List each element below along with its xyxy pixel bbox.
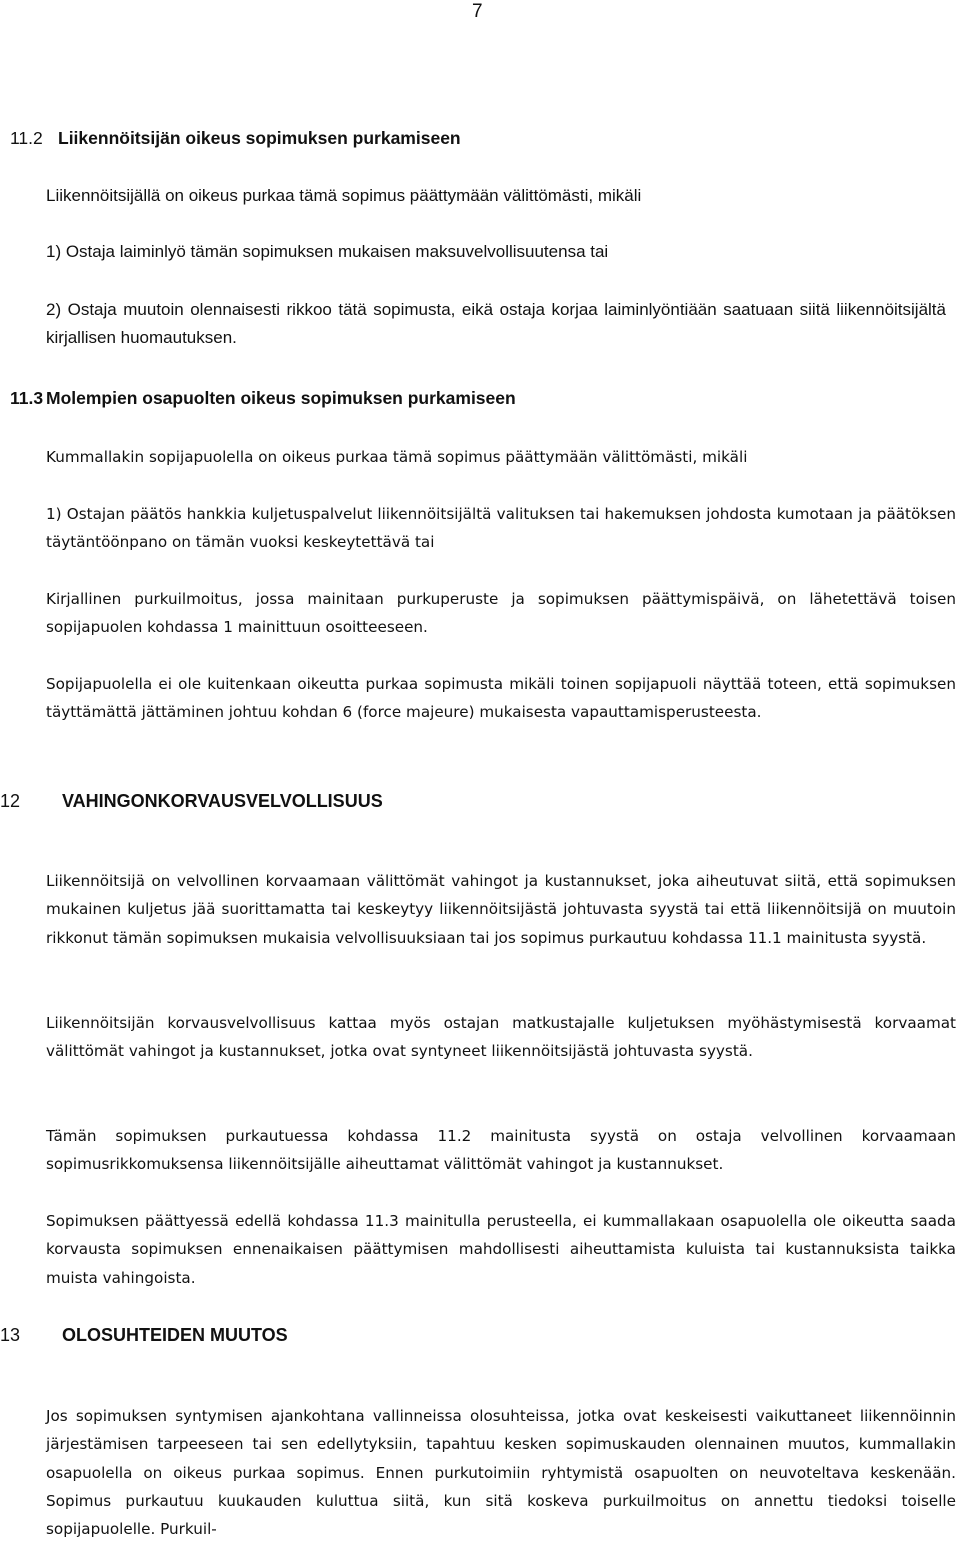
page-number: 7: [472, 1, 483, 22]
section-title: OLOSUHTEIDEN MUUTOS: [62, 1325, 288, 1345]
section-number: 11.3: [10, 388, 44, 408]
section-13-heading: [0, 1323, 288, 1347]
section-11-3-item-1: 1) Ostajan päätös hankkia kuljetuspalvelut liikennöitsijältä valituksen tai hakemuksen johdosta kumotaan ja päätöksen täytäntöönpano on tämän vuoksi keskeytettävä tai: [46, 505, 956, 552]
section-12-para-4: Sopimuksen päättyessä edellä kohdassa 11.3 mainitulla perusteella, ei kummallakaan osapuolella ole oikeutta saada korvausta sopimuksen ennenaikaisen päättymisen mahdollisesti aiheuttamista kuluista tai kustannuksista taikka muista vahingoista.: [46, 1212, 956, 1287]
section-12-heading: [0, 789, 383, 813]
section-title: VAHINGONKORVAUSVELVOLLISUUS: [62, 791, 383, 811]
section-11-2-intro: Liikennöitsijällä on oikeus purkaa tämä sopimus päättymään välittömästi, mikäli: [46, 186, 642, 205]
section-11-3-force-majeure: Sopijapuolella ei ole kuitenkaan oikeutta purkaa sopimusta mikäli toinen sopijapuoli näyttää toteen, että sopimuksen täyttämättä jättäminen johtuu kohdan 6 (force majeure) mukaisesta vapauttamisperusteesta.: [46, 675, 956, 722]
section-title: Molempien osapuolten oikeus sopimuksen purkamiseen: [46, 388, 516, 408]
section-number: 11.2: [10, 128, 43, 148]
section-11-3-intro: Kummallakin sopijapuolella on oikeus purkaa tämä sopimus päättymään välittömästi, mikäli: [46, 448, 748, 466]
section-title: Liikennöitsijän oikeus sopimuksen purkamiseen: [58, 128, 461, 148]
section-11-2-item-2: 2) Ostaja muutoin olennaisesti rikkoo tätä sopimusta, eikä ostaja korjaa laiminlyöntiään saatuaan siitä liikennöitsijältä kirjallisen huomautuksen.: [46, 300, 946, 347]
section-number: 12: [0, 791, 21, 811]
section-11-2-item-1: 1) Ostaja laiminlyö tämän sopimuksen mukaisen maksuvelvollisuutensa tai: [46, 242, 609, 261]
section-11-3-heading: [10, 386, 516, 410]
section-11-2-heading: [10, 126, 461, 150]
section-11-3-notice: Kirjallinen purkuilmoitus, jossa mainitaan purkuperuste ja sopimuksen päättymispäivä, on lähetettävä toisen sopijapuolen kohdassa 1 mainittuun osoitteeseen.: [46, 590, 956, 637]
section-number: 13: [0, 1325, 21, 1345]
section-13-para-1: Jos sopimuksen syntymisen ajankohtana vallinneissa olosuhteissa, jotka ovat keskeisesti vaikuttaneet liikennöinnin järjestämisen tarpeeseen tai sen edellytyksiin, tapahtuu kesken sopimuskauden olennainen muutos, kummallakin osapuolella on oikeus purkaa sopimus. Ennen purkutoimiin ryhtymistä osapuolten on neuvoteltava keskenään. Sopimus purkautuu kuukauden kuluttua siitä, kun sitä koskeva purkuilmoitus on annettu tiedoksi toiselle sopijapuolelle. Purkuil-: [46, 1407, 956, 1539]
section-12-para-2: Liikennöitsijän korvausvelvollisuus kattaa myös ostajan matkustajalle kuljetuksen myöhästymisestä korvaamat välittömät vahingot ja kustannukset, jotka ovat syntyneet liikennöitsijästä johtuvasta syystä.: [46, 1014, 956, 1061]
section-12-para-1: Liikennöitsijä on velvollinen korvaamaan välittömät vahingot ja kustannukset, joka aiheutuvat siitä, että sopimuksen mukainen kuljetus jää suorittamatta tai keskeytyy liikennöitsijästä johtuvasta syystä tai että liikennöitsijä on muutoin rikkonut tämän sopimuksen mukaisia velvollisuuksiaan tai jos sopimus purkautuu kohdassa 11.1 mainitusta syystä.: [46, 872, 956, 947]
section-12-para-3: Tämän sopimuksen purkautuessa kohdassa 11.2 mainitusta syystä on ostaja velvollinen korvaamaan sopimusrikkomuksensa liikennöitsijälle aiheuttamat välittömät vahingot ja kustannukset.: [46, 1127, 956, 1174]
